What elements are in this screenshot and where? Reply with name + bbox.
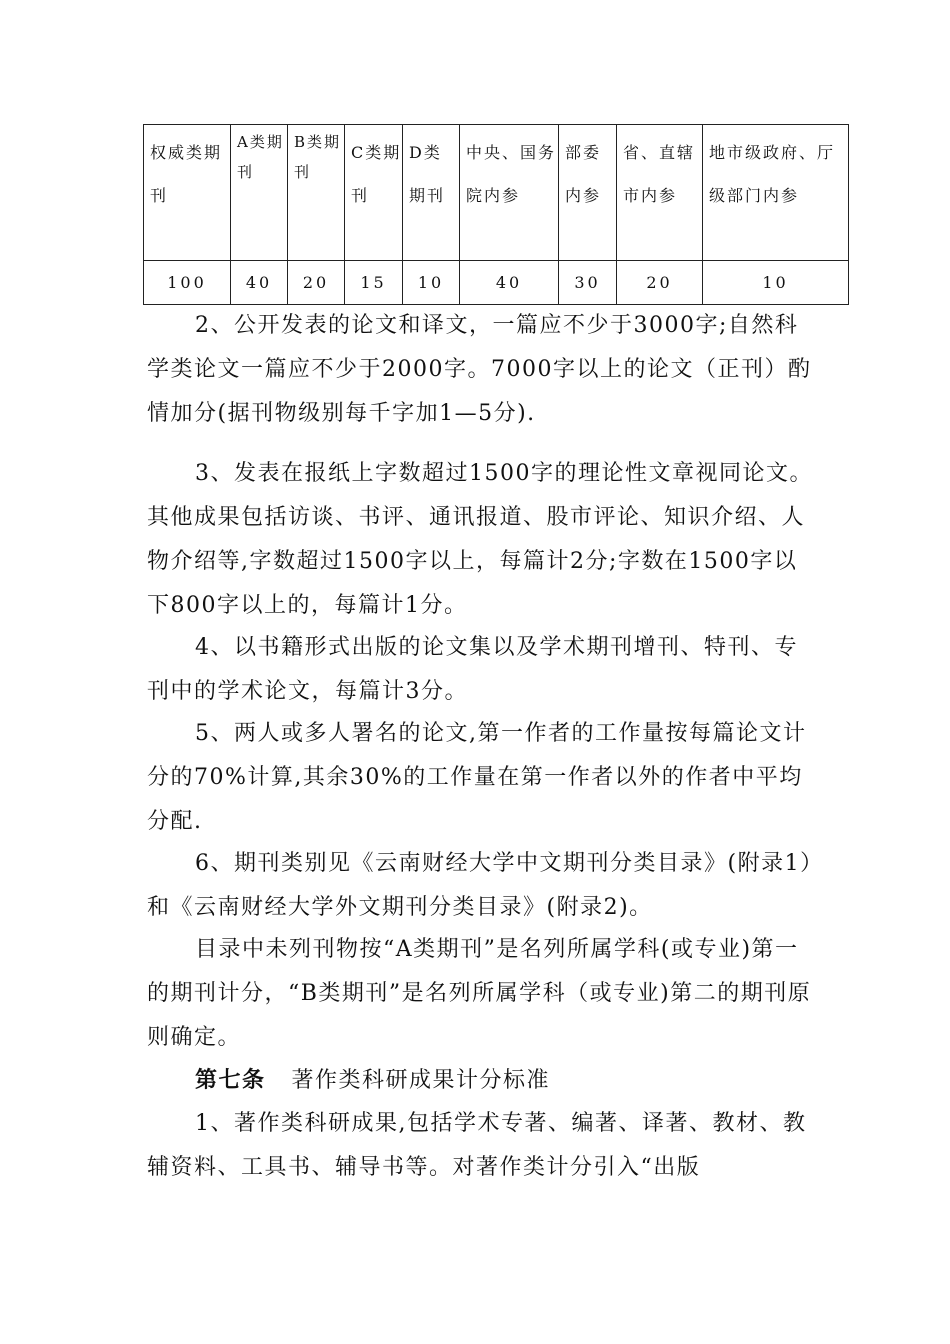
paragraph-6: 6、期刊类别见《云南财经大学中文期刊分类目录》(附录1）和《云南财经大学外文期刊分类目录》(附录2)。 bbox=[147, 851, 813, 920]
value-cell: 10 bbox=[703, 261, 849, 305]
values-row bbox=[144, 261, 849, 305]
paragraph-catalog-note: 目录中未列刊物按“A类期刊”是名列所属学科(或专业)第一的期刊计分，“B类期刊”是名列所属学科（或专业)第二的期刊原则确定。 bbox=[147, 937, 812, 1050]
header-cell: 省、直辖市内参 bbox=[617, 125, 703, 261]
paragraph-3: 3、发表在报纸上字数超过1500字的理论性文章视同论文。其他成果包括访谈、书评、通讯报道、股市评论、知识介绍、人物介绍等,字数超过1500字以上，每篇计2分;字数在1500字以下800字以上的，每篇计1分。 bbox=[147, 461, 813, 618]
header-cell: 中央、国务院内参 bbox=[460, 125, 559, 261]
value-cell: 40 bbox=[460, 261, 559, 305]
score-table bbox=[143, 124, 849, 305]
article-7-title: 著作类科研成果计分标准 bbox=[291, 1068, 551, 1093]
header-cell: A类期刊 bbox=[231, 125, 288, 261]
paragraph-5: 5、两人或多人署名的论文,第一作者的工作量按每篇论文计分的70%计算,其余30%的工作量在第一作者以外的作者中平均分配. bbox=[147, 721, 807, 834]
paragraph-2: 2、公开发表的论文和译文，一篇应不少于3000字;自然科学类论文一篇应不少于2000字。7000字以上的论文（正刊）酌情加分(据刊物级别每千字加1—5分). bbox=[147, 313, 812, 426]
value-cell: 40 bbox=[231, 261, 288, 305]
value-cell: 20 bbox=[288, 261, 345, 305]
paragraph-4: 4、以书籍形式出版的论文集以及学术期刊增刊、特刊、专刊中的学术论文，每篇计3分。 bbox=[147, 635, 798, 704]
header-cell: C类期刊 bbox=[345, 125, 403, 261]
header-cell: B类期刊 bbox=[288, 125, 345, 261]
value-cell: 100 bbox=[144, 261, 231, 305]
value-cell: 15 bbox=[345, 261, 403, 305]
article-7-label: 第七条 bbox=[195, 1067, 266, 1093]
header-cell: 地市级政府、厅级部门内参 bbox=[703, 125, 849, 261]
header-cell: 权威类期刊 bbox=[144, 125, 231, 261]
value-cell: 20 bbox=[617, 261, 703, 305]
value-cell: 10 bbox=[403, 261, 460, 305]
header-row bbox=[144, 125, 849, 261]
paragraph-8: 1、著作类科研成果,包括学术专著、编著、译著、教材、教辅资料、工具书、辅导书等。对著作类计分引入“出版 bbox=[147, 1111, 807, 1180]
article-7-heading bbox=[147, 1058, 817, 1103]
value-cell: 30 bbox=[559, 261, 617, 305]
header-cell: D类期刊 bbox=[403, 125, 460, 261]
header-cell: 部委内参 bbox=[559, 125, 617, 261]
